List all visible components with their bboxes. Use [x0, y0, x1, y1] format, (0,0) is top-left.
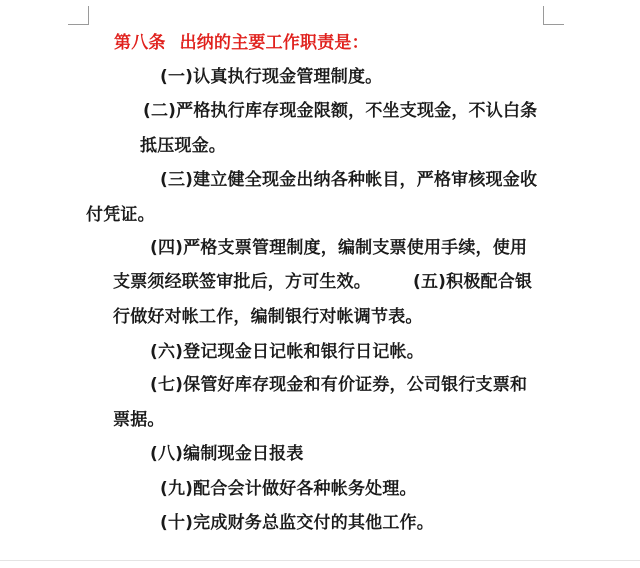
text-line: (四)严格支票管理制度，编制支票使用手续，使用: [150, 238, 528, 258]
text-line: (一)认真执行现金管理制度。: [160, 67, 383, 87]
text-line: (二)严格执行库存现金限额，不坐支现金，不认白条: [143, 101, 538, 121]
article-title: 出纳的主要工作职责是：: [179, 33, 369, 53]
top-right-crop-mark: [543, 6, 564, 25]
text-line: (十)完成财务总监交付的其他工作。: [160, 513, 434, 533]
text-line: 行做好对帐工作，编制银行对帐调节表。: [113, 307, 423, 327]
text-line: 付凭证。: [86, 205, 155, 225]
text-line: (六)登记现金日记帐和银行日记帐。: [150, 342, 424, 362]
top-left-crop-mark: [68, 6, 89, 25]
text-line: (七)保管好库存现金和有价证券，公司银行支票和: [150, 375, 528, 395]
article-heading: [114, 33, 369, 53]
page-bottom-edge: [0, 560, 640, 561]
article-number: 第八条: [114, 33, 166, 53]
text-line: 抵压现金。: [140, 136, 226, 156]
text-line: 支票须经联签审批后，方可生效。: [113, 272, 371, 292]
text-line: (三)建立健全现金出纳各种帐目，严格审核现金收: [160, 170, 538, 190]
text-line: (八)编制现金日报表: [150, 444, 304, 464]
text-line: (五)积极配合银: [413, 272, 533, 292]
text-line: (九)配合会计做好各种帐务处理。: [160, 479, 417, 499]
text-line: 票据。: [113, 410, 165, 430]
